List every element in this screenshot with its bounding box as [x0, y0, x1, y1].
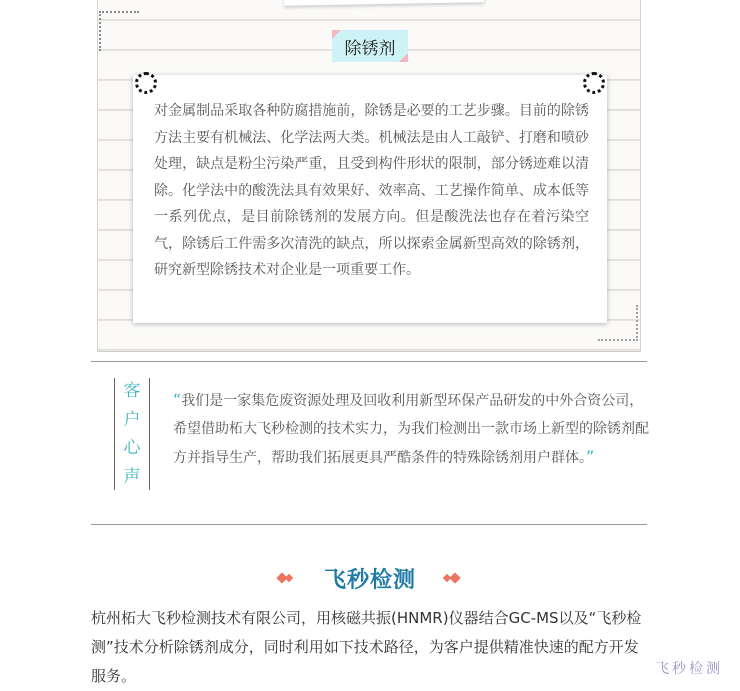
description-note: [133, 75, 607, 323]
customer-quote: [173, 386, 649, 472]
description-text: 对金属制品采取各种防腐措施前，除锈是必要的工艺步骤。目前的除锈方法主要有机械法、化学法两大类。机械法是由人工敲铲、打磨和喷砂处理，缺点是粉尘污染严重，且受到构件形状的限制，部分锈迹难以清除。化学法中的酸洗法具有效果好、效率高、工艺操作简单、成本低等一系列优点，是目前除锈剂的发展方向。但是酸洗法也存在着污染空气，除锈后工件需多次清洗的缺点，所以探索金属新型高效的除锈剂，研究新型除锈技术对企业是一项重要工作。: [154, 103, 589, 278]
binder-ring-icon: [583, 72, 605, 94]
section-title-tag: [332, 30, 408, 62]
customer-voice-char: 户: [123, 409, 141, 430]
dotted-corner-top-left: [99, 11, 139, 51]
diamond-decoration-icon: [276, 571, 298, 585]
customer-voice-label: [114, 378, 150, 490]
customer-voice-char: 客: [123, 381, 141, 401]
femto-heading: [270, 562, 470, 594]
open-quote-mark: “: [173, 390, 182, 409]
rust-remover-card: [97, 0, 641, 352]
torn-paper-strip: [284, 0, 484, 6]
binder-ring-icon: [135, 72, 157, 94]
customer-voice-char: 心: [123, 438, 141, 459]
close-quote-mark: ”: [586, 447, 595, 466]
femto-heading-title: 飞秒检测: [323, 567, 416, 593]
divider-top: [91, 361, 647, 362]
divider-bottom: [91, 524, 647, 525]
section-title: 除锈剂: [344, 38, 396, 59]
customer-voice-char: 声: [123, 466, 141, 487]
watermark: 飞秒检测: [655, 661, 723, 677]
customer-quote-text: 我们是一家集危废资源处理及回收利用新型环保产品研发的中外合资公司，希望借助柘大飞秒检测的技术实力，为我们检测出一款市场上新型的除锈剂配方并指导生产，帮助我们拓展更具严酷条件的特殊除锈剂用户群体。: [173, 393, 649, 466]
femto-body-text: 杭州柘大飞秒检测技术有限公司，用核磁共振(HNMR)仪器结合GC-MS以及“飞秒检测”技术分析除锈剂成分，同时利用如下技术路径，为客户提供精准快速的配方开发服务。: [91, 609, 642, 685]
diamond-decoration-icon: [442, 571, 464, 585]
